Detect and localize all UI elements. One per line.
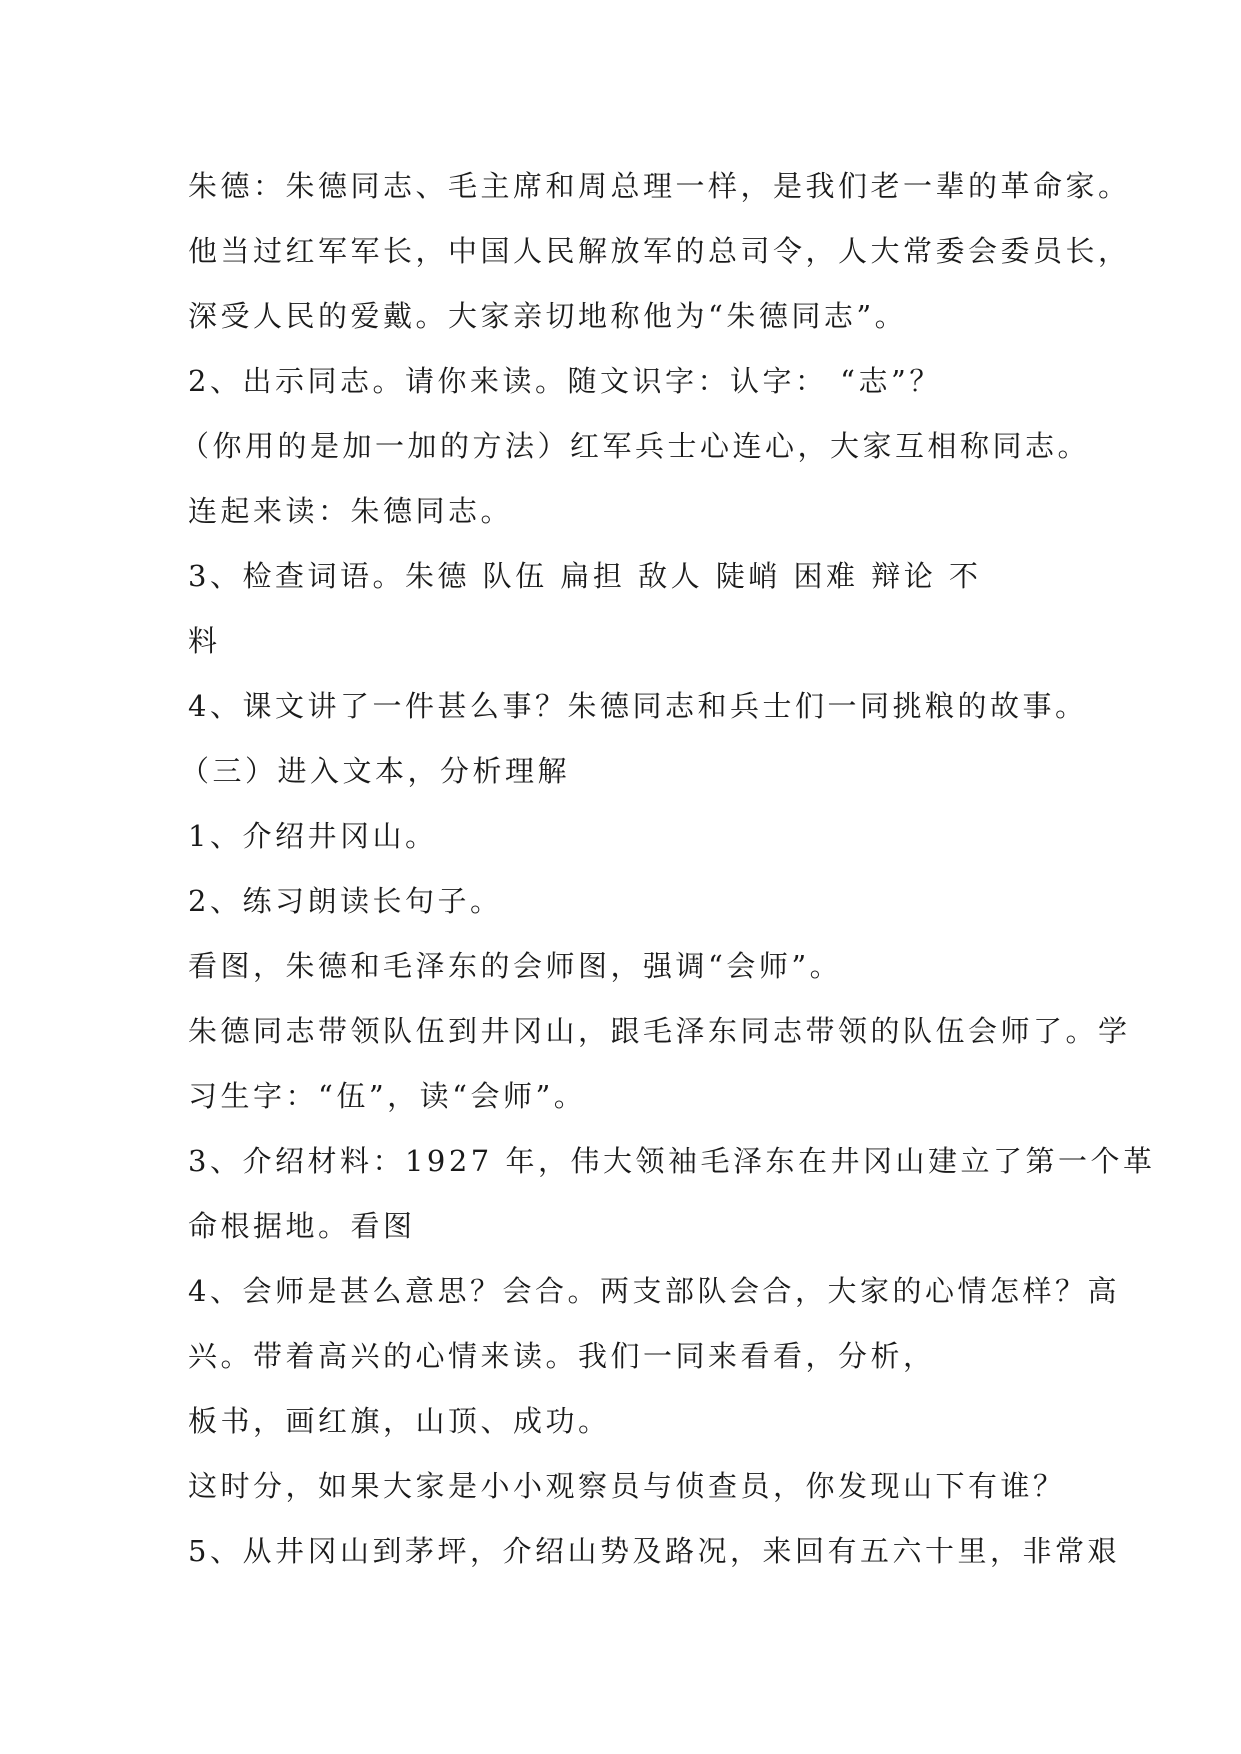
text-line-13: 看图，朱德和毛泽东的会师图，强调“会师”。: [188, 949, 843, 983]
text-line-12: 2、练习朗读长句子。: [188, 884, 503, 918]
text-line-15: 习生字：“伍”，读“会师”。: [188, 1079, 587, 1113]
text-line-4: 2、出示同志。请你来读。随文识字：认字： “志”？: [188, 364, 942, 398]
text-line-17: 命根据地。看图: [188, 1209, 416, 1243]
text-line-21: 这时分，如果大家是小小观察员与侦查员，你发现山下有谁？: [188, 1469, 1066, 1503]
text-line-16: 3、介绍材料：1927 年，伟大领袖毛泽东在井冈山建立了第一个革: [188, 1144, 1156, 1178]
text-line-1: 朱德：朱德同志、毛主席和周总理一样，是我们老一辈的革命家。: [188, 169, 1131, 203]
section-heading: （三）进入文本，分析理解: [180, 754, 571, 788]
text-line-22: 5、从井冈山到茅坪，介绍山势及路况，来回有五六十里，非常艰: [188, 1534, 1120, 1568]
text-line-6: 连起来读：朱德同志。: [188, 494, 514, 528]
text-line-5: （你用的是加一加的方法）红军兵士心连心，大家互相称同志。: [180, 429, 1091, 463]
text-line-14: 朱德同志带领队伍到井冈山，跟毛泽东同志带领的队伍会师了。学: [188, 1014, 1131, 1048]
text-line-2: 他当过红军军长，中国人民解放军的总司令，人大常委会委员长，: [188, 234, 1131, 268]
text-line-20: 板书，画红旗，山顶、成功。: [188, 1404, 611, 1438]
text-line-7: 3、检查词语。朱德 队伍 扁担 敌人 陡峭 困难 辩论 不: [188, 559, 982, 593]
text-line-11: 1、介绍井冈山。: [188, 819, 438, 853]
text-line-18: 4、会师是甚么意思？会合。两支部队会合，大家的心情怎样？高: [188, 1274, 1120, 1308]
text-line-19: 兴。带着高兴的心情来读。我们一同来看看，分析，: [188, 1339, 936, 1373]
text-line-9: 4、课文讲了一件甚么事？朱德同志和兵士们一同挑粮的故事。: [188, 689, 1088, 723]
text-line-8: 料: [188, 624, 221, 658]
text-line-3: 深受人民的爱戴。大家亲切地称他为“朱德同志”。: [188, 299, 908, 333]
